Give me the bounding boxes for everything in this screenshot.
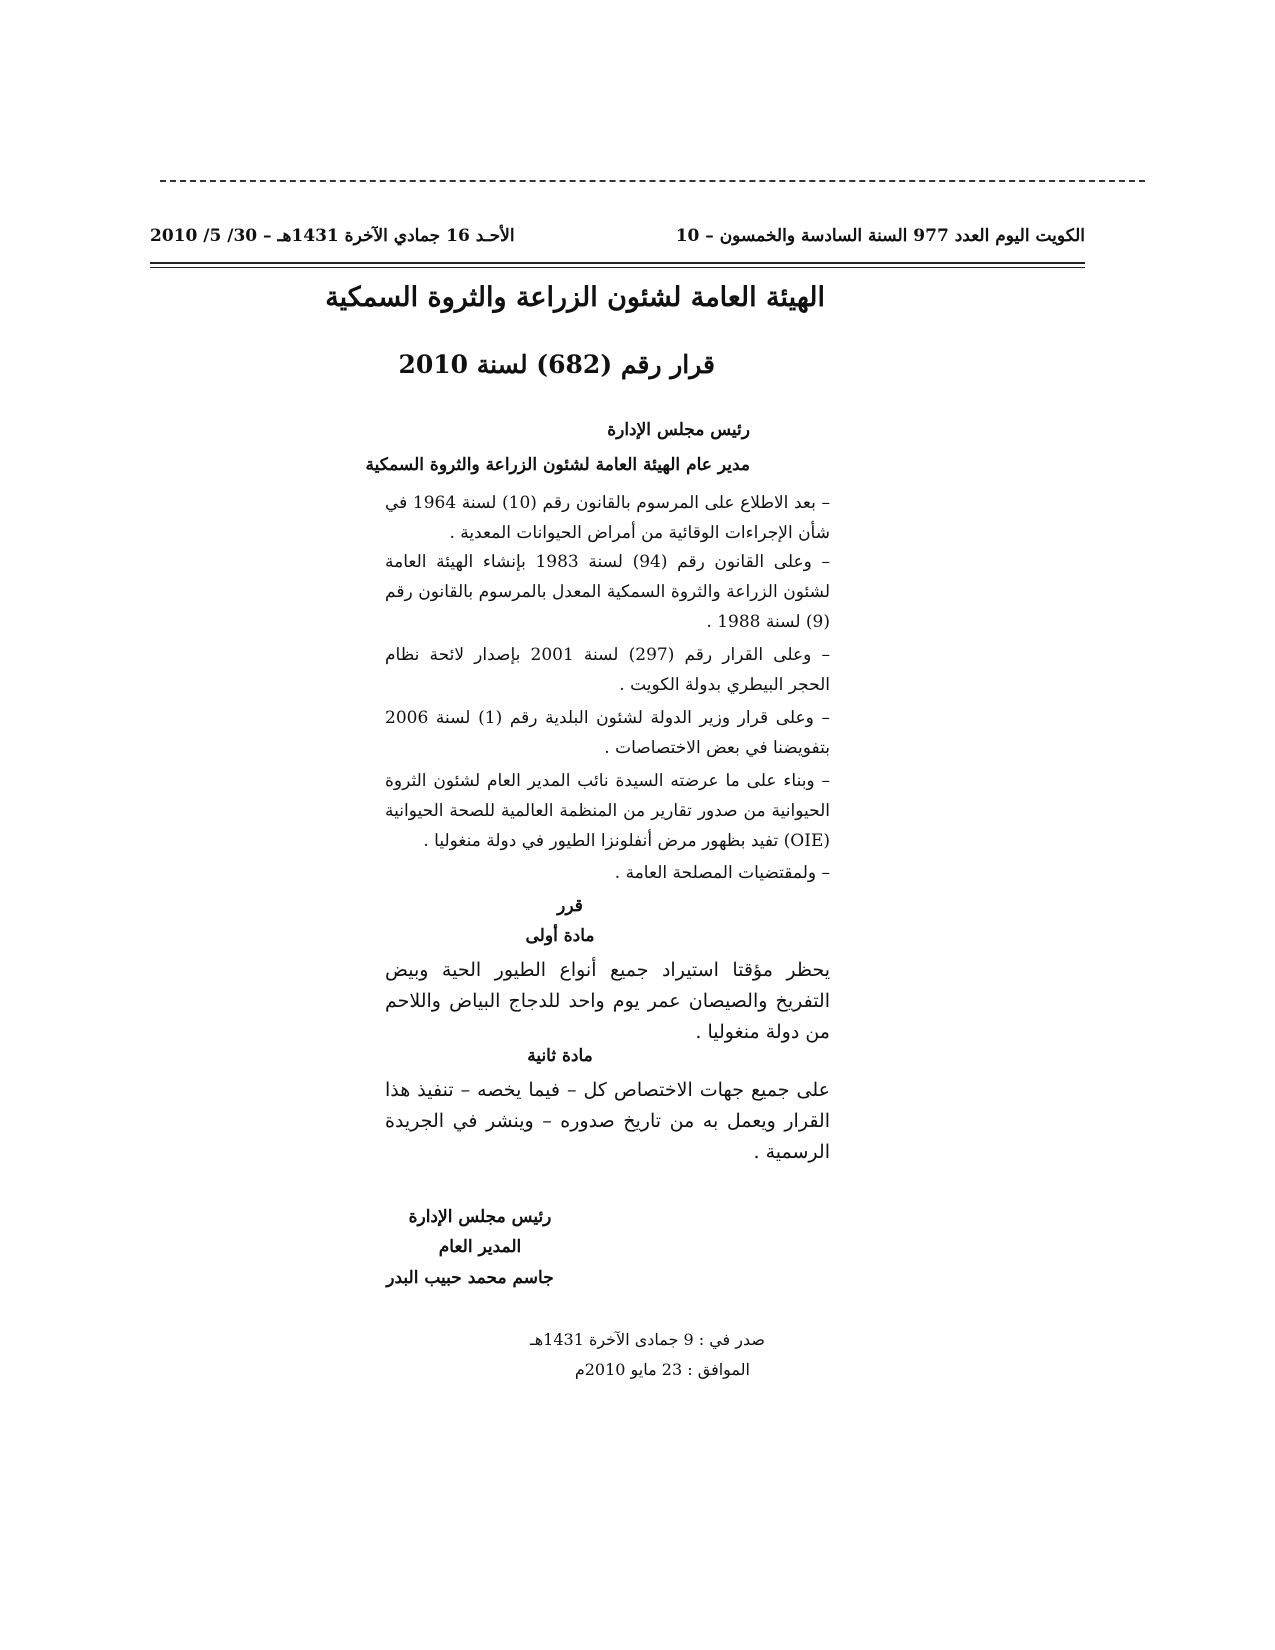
article2-heading: مادة ثانية	[527, 1046, 593, 1066]
organization-title: الهيئة العامة لشئون الزراعة والثروة السمكية	[325, 282, 825, 313]
gazette-date: الأحـد 16 جمادي الآخرة 1431هـ – 30/ 5/ 2010	[150, 226, 515, 246]
decree-title: قرار رقم (682) لسنة 2010	[398, 350, 715, 379]
signatory-title-director: المدير العام	[438, 1237, 522, 1257]
issued-date-gregorian: الموافق : 23 مايو 2010م	[574, 1360, 750, 1379]
issued-date-hijri: صدر في : 9 جمادى الآخرة 1431هـ	[530, 1330, 765, 1349]
preamble-item: – ولمقتضيات المصلحة العامة .	[614, 863, 830, 883]
signatory-title-chair: رئيس مجلس الإدارة	[408, 1207, 552, 1227]
gazette-issue-info: الكويت اليوم العدد 977 السنة السادسة والخمسون – 10	[675, 226, 1085, 246]
preamble-item: – وعلى القرار رقم (297) لسنة 2001 بإصدار لائحة نظام الحجر البيطري بدولة الكويت .	[385, 645, 830, 695]
decided-label: قرر	[557, 896, 583, 916]
preamble-item: – بعد الاطلاع على المرسوم بالقانون رقم (10) لسنة 1964 في شأن الإجراءات الوقائية من أمراض الحيوانات المعدية .	[385, 493, 830, 543]
signatory-name: جاسم محمد حبيب البدر	[386, 1268, 554, 1288]
issuer-title: رئيس مجلس الإدارة	[607, 420, 750, 440]
gazette-header	[150, 226, 1085, 256]
preamble-item: – وبناء على ما عرضته السيدة نائب المدير العام لشئون الثروة الحيوانية من صدور تقارير من المنظمة العالمية للصحة الحيوانية (OIE) تفيد بظهور مرض أنفلونزا الطيور في دولة منغوليا .	[385, 771, 830, 851]
article1-text: يحظر مؤقتا استيراد جميع أنواع الطيور الحية وبيض التفريخ والصيصان عمر يوم واحد للدجاج البياض واللاحم من دولة منغوليا .	[385, 959, 830, 1043]
article2-text: على جميع جهات الاختصاص كل – فيما يخصه – تنفيذ هذا القرار ويعمل به من تاريخ صدوره – وينشر في الجريدة الرسمية .	[385, 1079, 830, 1163]
issuer-subtitle: مدير عام الهيئة العامة لشئون الزراعة والثروة السمكية	[365, 455, 750, 475]
preamble-item: – وعلى القانون رقم (94) لسنة 1983 بإنشاء الهيئة العامة لشئون الزراعة والثروة السمكية المعدل بالمرسوم بالقانون رقم (9) لسنة 1988 .	[385, 552, 830, 632]
top-dashed-rule	[160, 180, 1145, 182]
article1-heading: مادة أولى	[525, 926, 595, 946]
preamble-item: – وعلى قرار وزير الدولة لشئون البلدية رقم (1) لسنة 2006 بتفويضنا في بعض الاختصاصات .	[385, 708, 830, 758]
header-rule-thick	[150, 262, 1085, 264]
header-rule-thin	[150, 267, 1085, 268]
